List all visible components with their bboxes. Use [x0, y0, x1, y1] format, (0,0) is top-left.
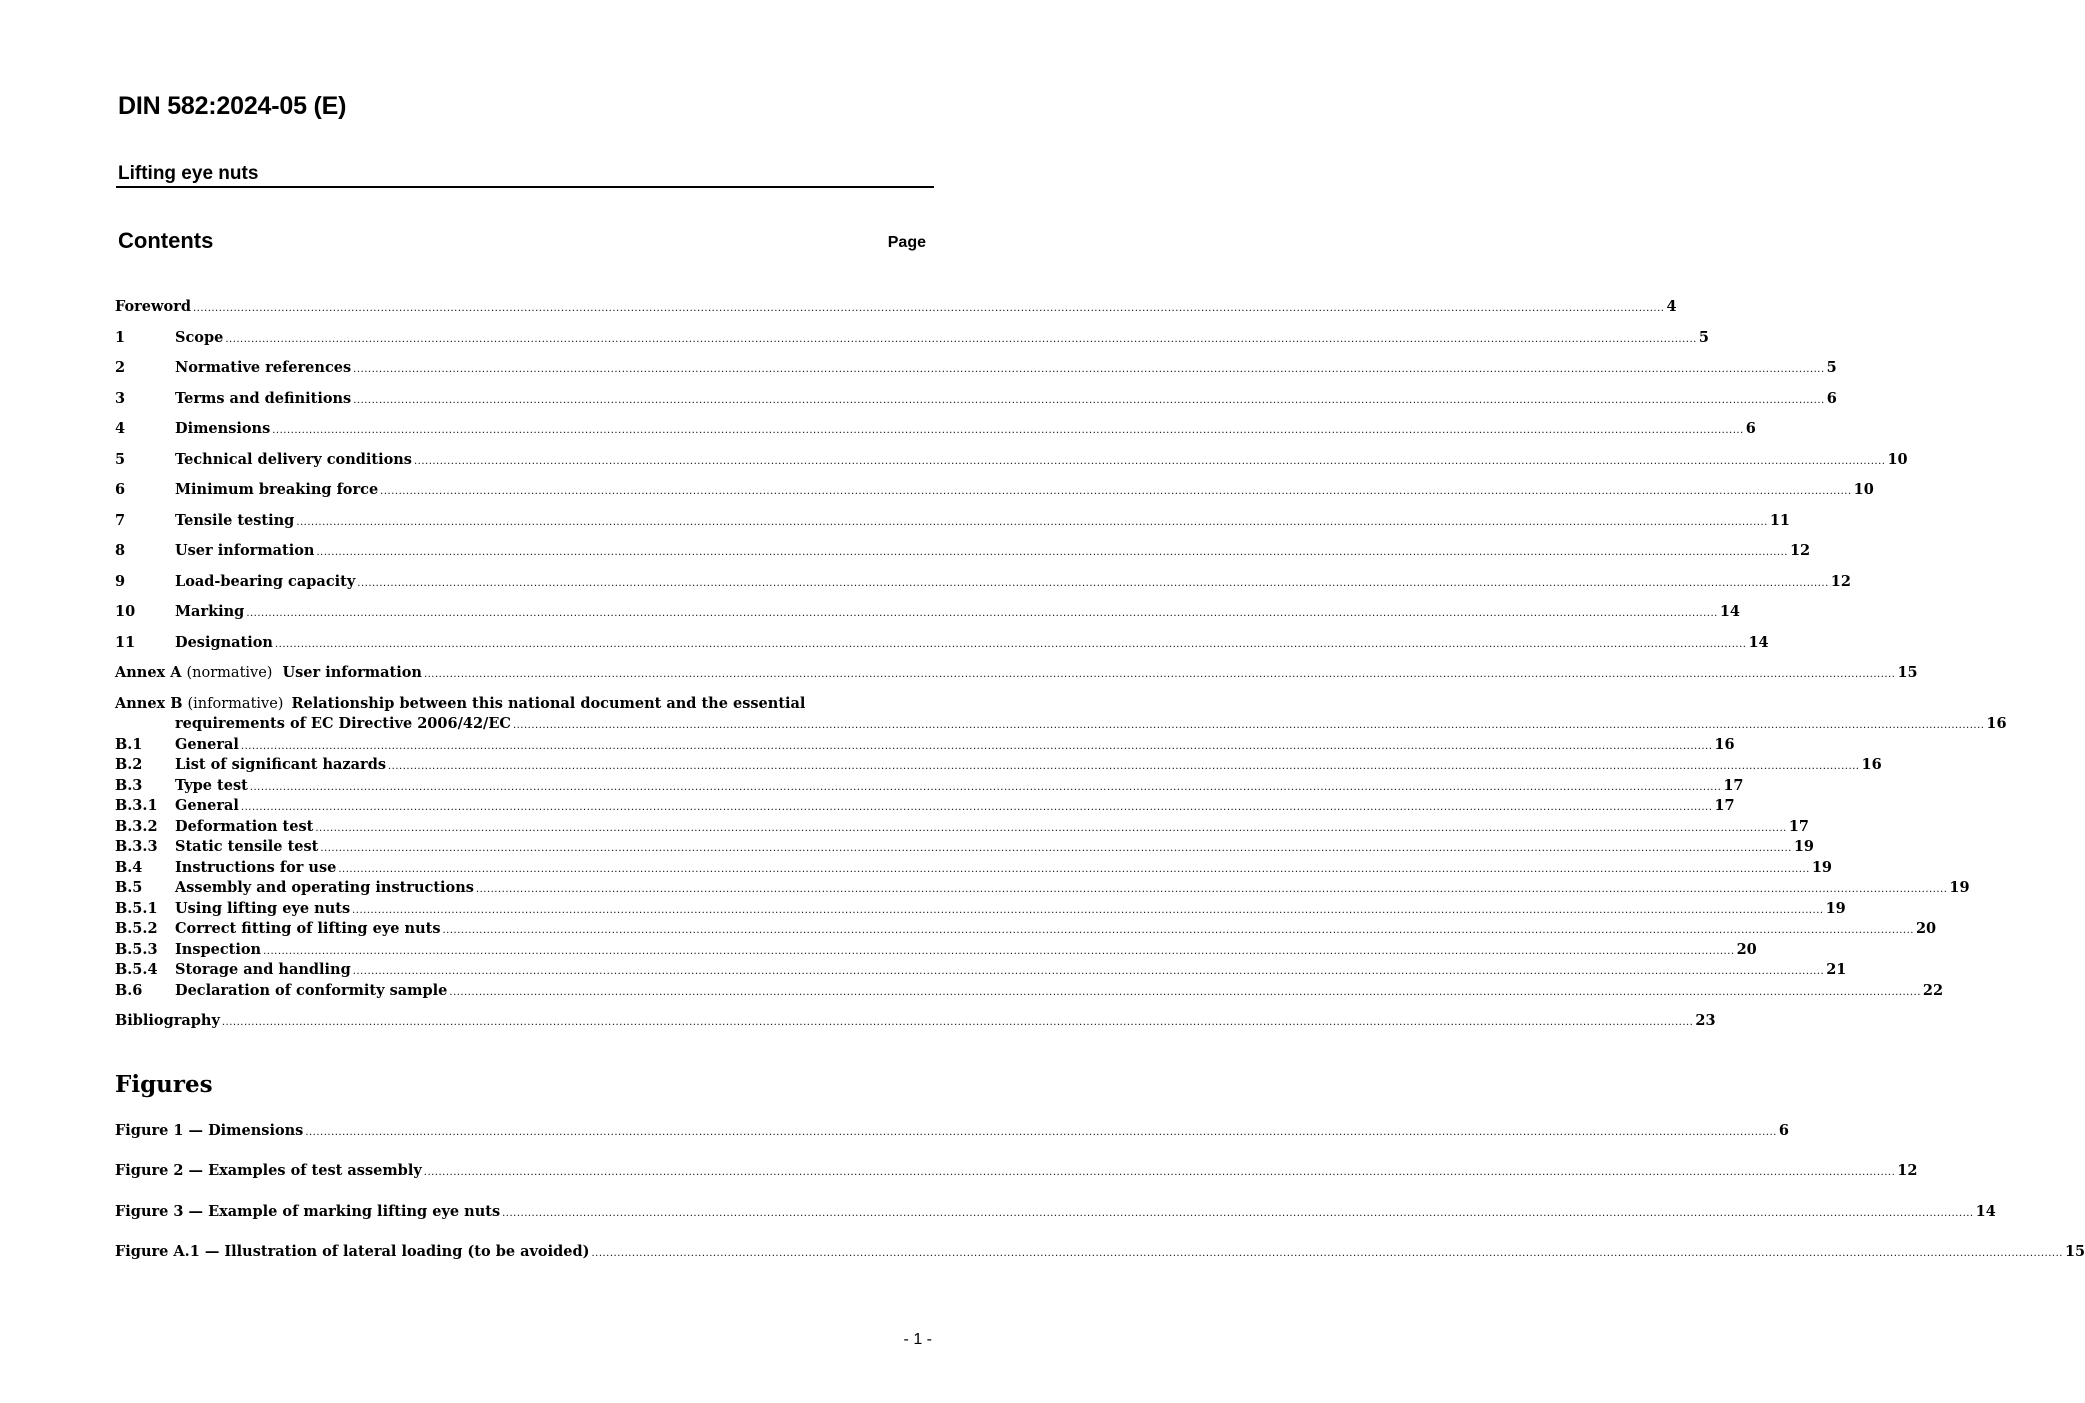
toc-entry-label: Dimensions: [175, 420, 271, 437]
leader-dots: ................................................................................................................................................................................................................................................................................................................................................................................................................: [272, 425, 1744, 436]
figure-entry-label: Figure 3 — Example of marking lifting eye nuts: [115, 1203, 501, 1220]
toc-entry-number: B.1: [115, 736, 143, 753]
figure-entry-label: Figure 2 — Examples of test assembly: [115, 1162, 422, 1179]
leader-dots: ................................................................................................................................................................................................................................................................................................................................................................................................................: [413, 456, 1886, 467]
figures-heading: Figures: [115, 1071, 213, 1098]
figure-entry-1[interactable]: [115, 1121, 1789, 1141]
leader-dots: ................................................................................................................................................................................................................................................................................................................................................................................................................: [246, 608, 1718, 619]
leader-dots: ................................................................................................................................................................................................................................................................................................................................................................................................................: [380, 486, 1852, 497]
toc-entry-b5-4[interactable]: [115, 960, 1847, 980]
toc-entry-label: Instructions for use: [175, 859, 337, 876]
toc-entry-label: Foreword: [115, 298, 191, 315]
leader-dots: ................................................................................................................................................................................................................................................................................................................................................................................................................: [512, 720, 1985, 731]
toc-entry-label: Load-bearing capacity: [175, 573, 356, 590]
leader-dots: ................................................................................................................................................................................................................................................................................................................................................................................................................: [475, 884, 1948, 895]
annex-prefix: Annex A: [115, 664, 182, 681]
document-identifier: DIN 582:2024-05 (E): [118, 92, 347, 120]
toc-entry-annex-b-line1[interactable]: [115, 694, 927, 714]
leader-dots: ................................................................................................................................................................................................................................................................................................................................................................................................................: [449, 987, 1921, 998]
toc-entry-label: Tensile testing: [175, 512, 295, 529]
leader-dots: ................................................................................................................................................................................................................................................................................................................................................................................................................: [423, 1167, 1896, 1178]
toc-entry-page: 10: [1887, 451, 1908, 468]
toc-entry-page: 22: [1922, 982, 1944, 999]
page-column-label: Page: [887, 234, 926, 251]
toc-entry-page: 12: [1830, 573, 1851, 590]
toc-entry-page: 16: [1714, 736, 1735, 753]
toc-entry-number: 9: [115, 573, 126, 590]
toc-entry-number: B.6: [115, 982, 143, 999]
toc-entry-number: 11: [115, 634, 136, 651]
toc-entry-label: Declaration of conformity sample: [175, 982, 448, 999]
leader-dots: ................................................................................................................................................................................................................................................................................................................................................................................................................: [249, 782, 1722, 793]
toc-entry-page: 20: [1736, 941, 1757, 958]
toc-entry-b5-3[interactable]: [115, 940, 1757, 960]
toc-entry-page: 19: [1811, 859, 1833, 876]
toc-entry-normative-references[interactable]: [115, 358, 1837, 378]
toc-entry-foreword[interactable]: [115, 297, 1677, 317]
toc-entry-number: 7: [115, 512, 126, 529]
toc-entry-number: B.2: [115, 756, 143, 773]
toc-entry-label: Designation: [175, 634, 273, 651]
toc-entry-number: B.5: [115, 879, 143, 896]
annex-type: (informative): [187, 696, 284, 712]
toc-entry-number: 3: [115, 390, 126, 407]
toc-entry-number: 2: [115, 359, 126, 376]
leader-dots: ................................................................................................................................................................................................................................................................................................................................................................................................................: [240, 741, 1713, 752]
toc-entry-label: Terms and definitions: [175, 390, 352, 407]
toc-entry-number: 1: [115, 329, 126, 346]
toc-entry-b2[interactable]: [115, 755, 1882, 775]
toc-entry-number: B.5.4: [115, 961, 158, 978]
leader-dots: ................................................................................................................................................................................................................................................................................................................................................................................................................: [353, 395, 1825, 406]
figure-entry-2[interactable]: [115, 1161, 1918, 1181]
leader-dots: ................................................................................................................................................................................................................................................................................................................................................................................................................: [357, 578, 1829, 589]
toc-entry-b6[interactable]: [115, 981, 1944, 1001]
toc-entry-label: Normative references: [175, 359, 352, 376]
leader-dots: ................................................................................................................................................................................................................................................................................................................................................................................................................: [388, 761, 1860, 772]
toc-entry-label: Storage and handling: [175, 961, 351, 978]
contents-heading: Contents: [118, 228, 214, 253]
toc-entry-marking[interactable]: [115, 602, 1740, 622]
toc-entry-number: 5: [115, 451, 126, 468]
toc-entry-page: 21: [1826, 961, 1847, 978]
toc-entry-label: User information: [175, 542, 315, 559]
toc-entry-dimensions[interactable]: [115, 419, 1756, 439]
toc-entry-tensile-testing[interactable]: [115, 511, 1790, 531]
toc-entry-number: B.4: [115, 859, 143, 876]
figure-entry-page: 15: [2064, 1243, 2085, 1260]
toc-entry-page: 5: [1826, 359, 1837, 376]
figure-entry-page: 12: [1897, 1162, 1918, 1179]
toc-entry-page: 14: [1719, 603, 1740, 620]
leader-dots: ................................................................................................................................................................................................................................................................................................................................................................................................................: [442, 925, 1914, 936]
toc-entry-label: General: [175, 797, 239, 814]
leader-dots: ................................................................................................................................................................................................................................................................................................................................................................................................................: [192, 303, 1665, 314]
toc-entry-annex-b-line2[interactable]: [115, 714, 2007, 734]
leader-dots: ................................................................................................................................................................................................................................................................................................................................................................................................................: [502, 1208, 1974, 1219]
annex-prefix: Annex B: [115, 695, 183, 712]
toc-entry-number: B.5.3: [115, 941, 158, 958]
toc-entry-number: 4: [115, 420, 126, 437]
toc-entry-number: 10: [115, 603, 136, 620]
toc-entry-minimum-breaking-force[interactable]: [115, 480, 1874, 500]
toc-entry-page: 20: [1915, 920, 1937, 937]
toc-entry-designation[interactable]: [115, 633, 1769, 653]
toc-entry-page: 10: [1853, 481, 1874, 498]
leader-dots: ................................................................................................................................................................................................................................................................................................................................................................................................................: [338, 864, 1810, 875]
toc-entry-number: 6: [115, 481, 126, 498]
toc-entry-b5-1[interactable]: [115, 899, 1846, 919]
toc-entry-b4[interactable]: [115, 858, 1833, 878]
toc-entry-terms-definitions[interactable]: [115, 389, 1837, 409]
toc-entry-label: Assembly and operating instructions: [175, 879, 474, 896]
leader-dots: ................................................................................................................................................................................................................................................................................................................................................................................................................: [591, 1248, 2063, 1259]
figure-entry-a1[interactable]: [115, 1242, 2085, 1262]
toc-entry-bibliography[interactable]: [115, 1011, 1716, 1031]
annex-title: User information: [282, 664, 422, 681]
toc-entry-page: 19: [1793, 838, 1815, 855]
toc-entry-page: 19: [1949, 879, 1970, 896]
figure-entry-page: 14: [1975, 1203, 1996, 1220]
toc-entry-page: 17: [1714, 797, 1735, 814]
toc-entry-label: Using lifting eye nuts: [175, 900, 351, 917]
toc-entry-page: 12: [1789, 542, 1811, 559]
toc-entry-label: Scope: [175, 329, 224, 346]
leader-dots: ................................................................................................................................................................................................................................................................................................................................................................................................................: [316, 547, 1788, 558]
toc-entry-page: 5: [1698, 329, 1709, 346]
figure-entry-3[interactable]: [115, 1202, 1996, 1222]
toc-entry-b5-2[interactable]: [115, 919, 1937, 939]
toc-entry-page: 17: [1788, 818, 1810, 835]
leader-dots: ................................................................................................................................................................................................................................................................................................................................................................................................................: [240, 802, 1713, 813]
toc-entry-page: 6: [1745, 420, 1756, 437]
toc-entry-label: List of significant hazards: [175, 756, 386, 773]
figure-entry-label: Figure 1 — Dimensions: [115, 1122, 304, 1139]
leader-dots: ................................................................................................................................................................................................................................................................................................................................................................................................................: [296, 517, 1768, 528]
leader-dots: ................................................................................................................................................................................................................................................................................................................................................................................................................: [353, 364, 1825, 375]
leader-dots: ................................................................................................................................................................................................................................................................................................................................................................................................................: [352, 905, 1824, 916]
toc-entry-label: Inspection: [175, 941, 262, 958]
toc-entry-number: B.3: [115, 777, 143, 794]
toc-entry-number: B.3.1: [115, 797, 158, 814]
toc-entry-technical-delivery[interactable]: [115, 450, 1908, 470]
toc-entry-number: B.3.3: [115, 838, 158, 855]
toc-entry-label: Marking: [175, 603, 245, 620]
toc-entry-label: Minimum breaking force: [175, 481, 379, 498]
title-divider: [116, 186, 934, 188]
toc-entry-b3[interactable]: [115, 776, 1744, 796]
leader-dots: ................................................................................................................................................................................................................................................................................................................................................................................................................: [225, 334, 1697, 345]
toc-entry-number: B.5.2: [115, 920, 158, 937]
figure-entry-page: 6: [1778, 1122, 1789, 1139]
toc-entry-page: 19: [1825, 900, 1846, 917]
toc-entry-label: Bibliography: [115, 1012, 220, 1029]
leader-dots: ................................................................................................................................................................................................................................................................................................................................................................................................................: [423, 669, 1896, 680]
figure-entry-label: Figure A.1 — Illustration of lateral loading (to be avoided): [115, 1243, 590, 1260]
toc-entry-number: B.5.1: [115, 900, 158, 917]
leader-dots: ................................................................................................................................................................................................................................................................................................................................................................................................................: [320, 843, 1792, 854]
toc-entry-page: 16: [1986, 715, 2007, 732]
toc-entry-annex-a[interactable]: [115, 663, 1918, 683]
toc-entry-number: B.3.2: [115, 818, 158, 835]
toc-entry-b5[interactable]: [115, 878, 1970, 898]
annex-title: Relationship between this national document and the essential: [291, 695, 806, 712]
toc-entry-label: Deformation test: [175, 818, 314, 835]
page-number: - 1 -: [903, 1331, 932, 1348]
toc-entry-b1[interactable]: [115, 735, 1735, 755]
toc-entry-label: Technical delivery conditions: [175, 451, 412, 468]
annex-title-continued: requirements of EC Directive 2006/42/EC: [175, 715, 511, 732]
toc-entry-label: Static tensile test: [175, 838, 319, 855]
toc-entry-b3-3[interactable]: [115, 837, 1815, 857]
toc-entry-user-information[interactable]: [115, 541, 1811, 561]
toc-entry-page: 16: [1861, 756, 1882, 773]
leader-dots: ................................................................................................................................................................................................................................................................................................................................................................................................................: [305, 1127, 1777, 1138]
annex-type: (normative): [186, 665, 273, 681]
leader-dots: ................................................................................................................................................................................................................................................................................................................................................................................................................: [221, 1017, 1694, 1028]
toc-entry-page: 17: [1723, 777, 1744, 794]
toc-entry-b3-2[interactable]: [115, 817, 1810, 837]
toc-entry-label: Correct fitting of lifting eye nuts: [175, 920, 441, 937]
toc-entry-page: 14: [1748, 634, 1769, 651]
toc-entry-page: 15: [1897, 664, 1918, 681]
toc-entry-label: General: [175, 736, 239, 753]
toc-entry-load-bearing-capacity[interactable]: [115, 572, 1851, 592]
toc-entry-page: 23: [1695, 1012, 1716, 1029]
toc-entry-b3-1[interactable]: [115, 796, 1735, 816]
leader-dots: ................................................................................................................................................................................................................................................................................................................................................................................................................: [274, 639, 1747, 650]
leader-dots: ................................................................................................................................................................................................................................................................................................................................................................................................................: [263, 946, 1735, 957]
toc-entry-number: 8: [115, 542, 126, 559]
toc-entry-page: 6: [1826, 390, 1837, 407]
toc-entry-page: 11: [1769, 512, 1790, 529]
toc-entry-page: 4: [1666, 298, 1677, 315]
toc-entry-scope[interactable]: [115, 328, 1709, 348]
toc-entry-label: Type test: [175, 777, 248, 794]
leader-dots: ................................................................................................................................................................................................................................................................................................................................................................................................................: [315, 823, 1787, 834]
leader-dots: ................................................................................................................................................................................................................................................................................................................................................................................................................: [352, 966, 1825, 977]
document-title: Lifting eye nuts: [118, 163, 259, 184]
